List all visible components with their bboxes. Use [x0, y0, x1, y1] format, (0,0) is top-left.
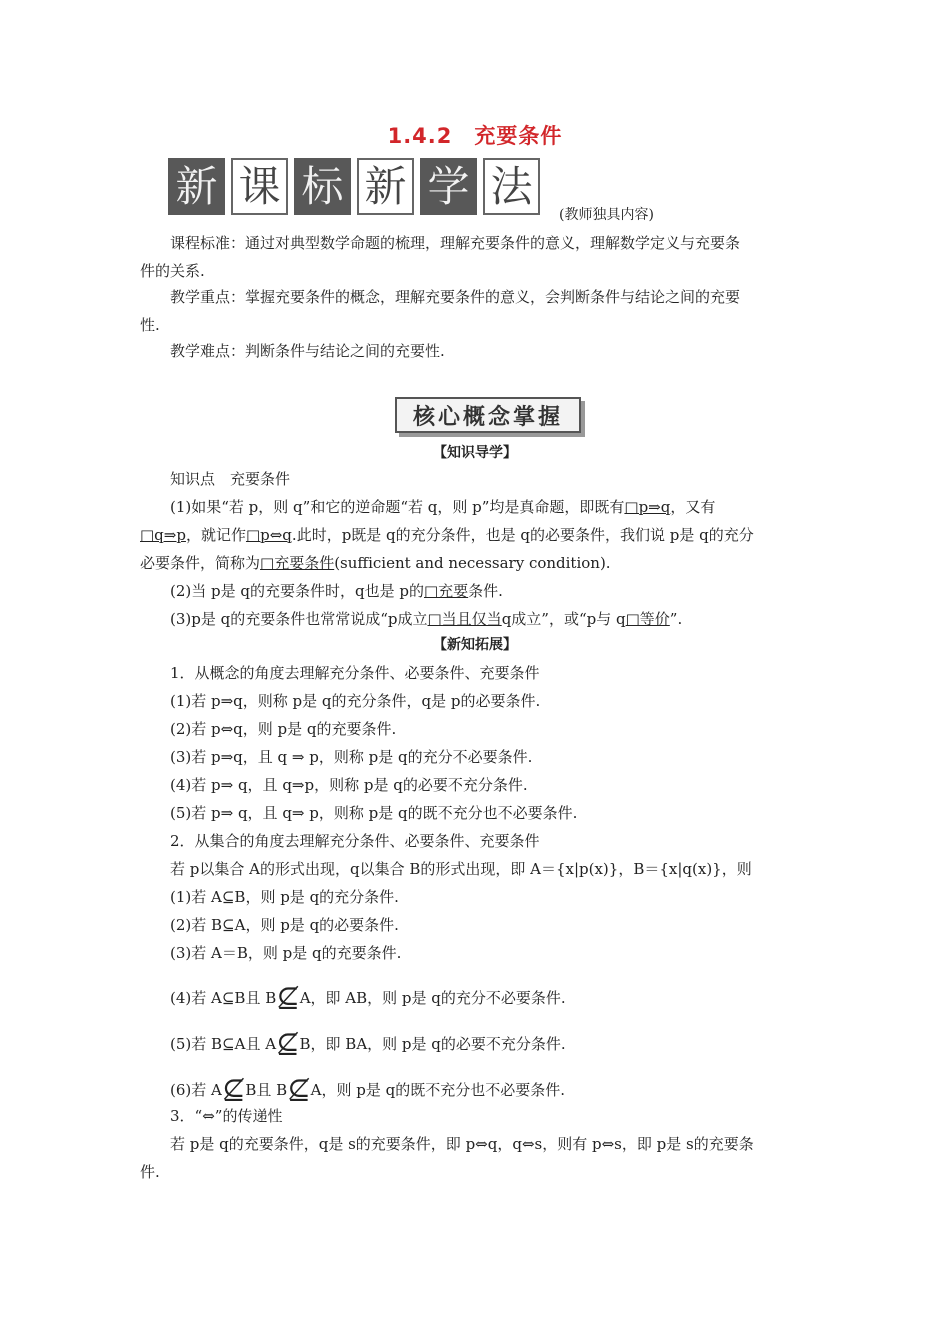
banner-tile: 新	[168, 158, 225, 215]
blank-answer: □当且仅当	[427, 610, 502, 628]
banner-tile: 课	[231, 158, 288, 215]
text: (4)若 A⊆B且 B	[170, 989, 277, 1007]
text-line: 教学难点：判断条件与结论之间的充要性.	[170, 342, 445, 360]
expand-heading-2: 2．从集合的角度去理解充分条件、必要条件、充要条件	[170, 832, 540, 850]
expand-item: (1)若 p⇒q，则称 p是 q的充分条件，q是 p的必要条件.	[170, 692, 541, 710]
text-line: 课程标准：通过对典型数学命题的梳理，理解充要条件的意义，理解数学定义与充要条	[170, 234, 741, 252]
not-subset-symbol: ⊈	[276, 1027, 300, 1060]
text: (5)若 B⊆A且 A	[170, 1035, 277, 1053]
text: ，就记作	[185, 526, 246, 544]
kp-line-1	[170, 495, 715, 519]
text: q成立”，或“p与 q	[501, 610, 626, 628]
expand-item: (2)若 p⇔q，则 p是 q的充要条件.	[170, 720, 397, 738]
kp-line-2	[140, 523, 754, 547]
kp-line-5	[170, 607, 682, 631]
text-line: 性.	[140, 316, 160, 334]
teaching-difficulties	[140, 337, 816, 365]
text: (3)p是 q的充要条件也常常说成“p成立	[170, 610, 428, 628]
text: (sufficient and necessary condition).	[334, 554, 611, 572]
expand-item: (3)若 p⇒q，且 q ⇒ p，则称 p是 q的充分不必要条件.	[170, 748, 533, 766]
banner-tile: 新	[357, 158, 414, 215]
new-knowledge-header: 【新知拓展】	[433, 637, 517, 653]
knowledge-point-title: 知识点 充要条件	[170, 470, 291, 488]
teaching-key-points	[140, 283, 816, 339]
text: 必要条件，简称为	[140, 554, 261, 572]
teacher-note: (教师独具内容)	[559, 207, 654, 223]
blank-answer: □等价	[625, 610, 670, 628]
blank-answer: □p⇔q	[245, 526, 292, 544]
not-subset-symbol: ⊈	[287, 1073, 311, 1106]
course-standard	[140, 229, 816, 285]
set-intro: 若 p以集合 A的形式出现，q以集合 B的形式出现，即 A＝{x|p(x)}，B＝{x|q(x)}，则	[170, 860, 752, 878]
set-item: (2)若 B⊆A，则 p是 q的必要条件.	[170, 916, 399, 934]
blank-answer: □q⇒p	[140, 526, 186, 544]
text: (1)如果“若 p，则 q”和它的逆命题“若 q，则 p”均是真命题，即既有	[170, 498, 625, 516]
expand-heading-1: 1．从概念的角度去理解充分条件、必要条件、充要条件	[170, 664, 540, 682]
set-item	[170, 1073, 565, 1106]
set-item	[170, 981, 566, 1014]
not-subset-symbol: ⊈	[276, 981, 300, 1014]
text: .此时，p既是 q的充分条件，也是 q的必要条件，我们说 p是 q的充分	[291, 526, 754, 544]
banner-xinkebiao	[168, 158, 540, 215]
text: A，即 AB，则 p是 q的充分不必要条件.	[299, 989, 566, 1007]
text: ，又有	[670, 498, 716, 516]
kp-line-4	[170, 579, 503, 603]
text: B，即 BA，则 p是 q的必要不充分条件.	[299, 1035, 566, 1053]
banner-tile: 法	[483, 158, 540, 215]
section-title-core-concepts: 核心概念掌握	[395, 397, 581, 433]
set-item: (3)若 A＝B，则 p是 q的充要条件.	[170, 944, 402, 962]
banner-tile: 标	[294, 158, 351, 215]
page-title: 1.4.2 充要条件	[387, 124, 563, 148]
blank-answer: □充要	[423, 582, 469, 600]
set-item	[170, 1027, 566, 1060]
transitivity-line-2: 件.	[140, 1163, 160, 1181]
transitivity-line-1: 若 p是 q的充要条件，q是 s的充要条件，即 p⇔q，q⇔s，则有 p⇔s，即 p是 s的充要条	[170, 1135, 754, 1153]
set-item: (1)若 A⊆B，则 p是 q的充分条件.	[170, 888, 399, 906]
text: A，则 p是 q的既不充分也不必要条件.	[310, 1081, 565, 1099]
text: (2)当 p是 q的充要条件时，q也是 p的	[170, 582, 424, 600]
text-line: 教学重点：掌握充要条件的概念，理解充要条件的意义，会判断条件与结论之间的充要	[170, 288, 741, 306]
blank-answer: □充要条件	[260, 554, 335, 572]
blank-answer: □p⇒q	[624, 498, 671, 516]
text-line: 件的关系.	[140, 262, 205, 280]
knowledge-guide-header: 【知识导学】	[433, 445, 517, 461]
expand-item: (4)若 p⇒ q，且 q⇒p，则称 p是 q的必要不充分条件.	[170, 776, 528, 794]
expand-item: (5)若 p⇒ q，且 q⇒ p，则称 p是 q的既不充分也不必要条件.	[170, 804, 578, 822]
not-subset-symbol: ⊈	[221, 1073, 246, 1106]
banner-tile: 学	[420, 158, 477, 215]
text: B且 B	[245, 1081, 288, 1099]
expand-heading-3: 3．“⇔”的传递性	[170, 1107, 283, 1125]
text: ”.	[669, 610, 683, 628]
text: (6)若 A	[170, 1081, 222, 1099]
text: 条件.	[468, 582, 503, 600]
kp-line-3	[140, 551, 611, 575]
